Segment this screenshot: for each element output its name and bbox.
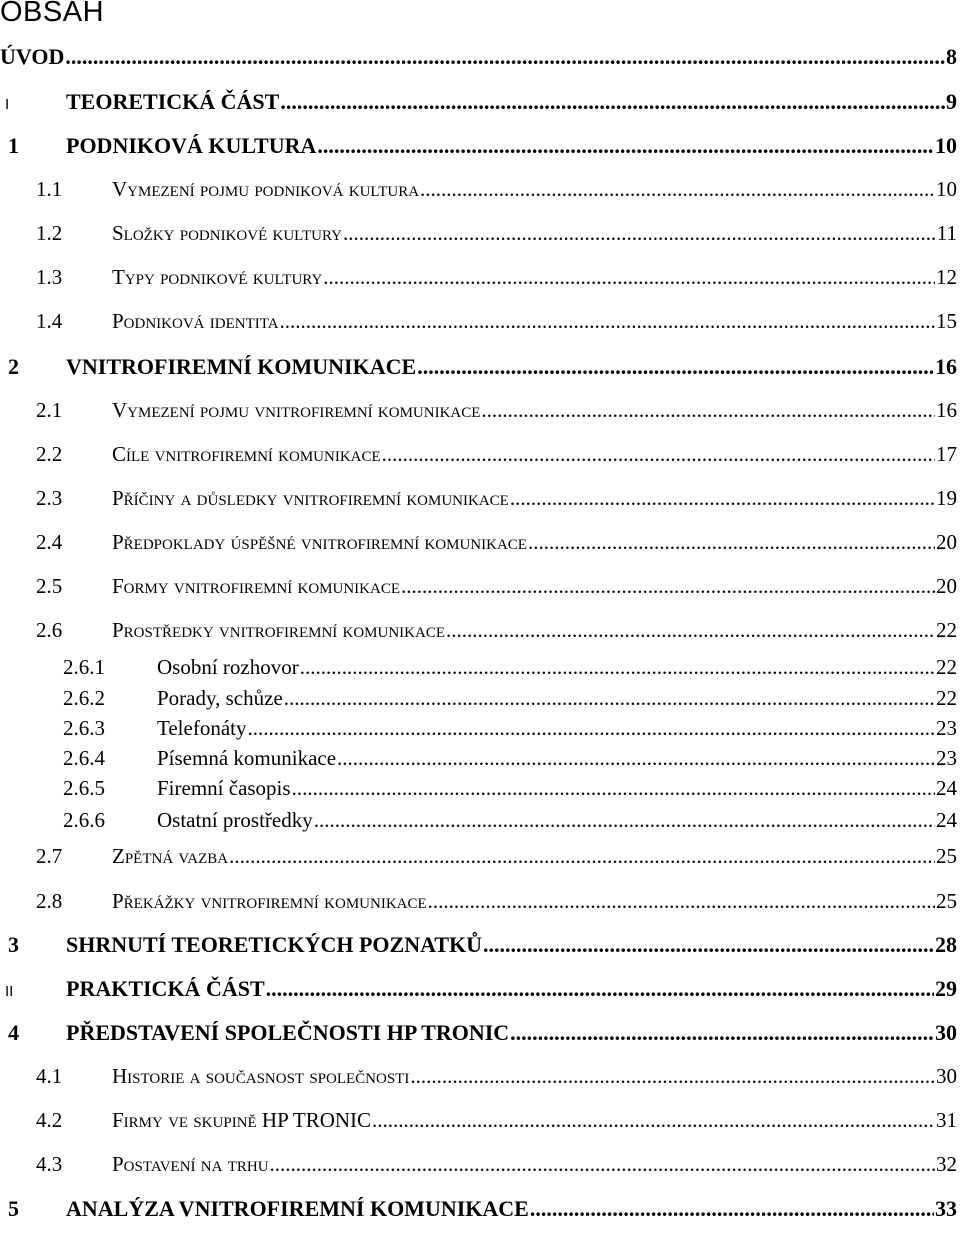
- toc-entry-number: 4: [8, 1020, 19, 1045]
- toc-entry-page: 28: [935, 932, 957, 957]
- toc-dot-leader: [401, 574, 935, 599]
- toc-entry-page: 25: [936, 844, 957, 868]
- toc-entry-number: 2.6.5: [63, 776, 105, 800]
- toc-entry-page: 10: [936, 177, 957, 201]
- toc-dot-leader: [266, 976, 934, 1002]
- toc-entry-page: 10: [935, 133, 957, 158]
- toc-entry-title: Vymezení pojmu podniková kultura: [112, 177, 420, 201]
- toc-entry-page: 30: [935, 1020, 957, 1045]
- toc-dot-leader: [314, 808, 935, 833]
- toc-entry[interactable]: [0, 1020, 957, 1050]
- toc-entry[interactable]: [0, 530, 957, 560]
- toc-dot-leader: [300, 655, 935, 680]
- toc-entry[interactable]: [0, 844, 957, 874]
- toc-entry-title: Osobní rozhovor: [157, 655, 299, 679]
- toc-entry-title: PRAKTICKÁ ČÁST: [66, 976, 265, 1001]
- toc-entry-title: Cíle vnitrofiremní komunikace: [112, 442, 381, 466]
- toc-entry-page: 22: [936, 618, 957, 642]
- toc-entry[interactable]: [0, 1152, 957, 1182]
- toc-entry-number: 1.1: [36, 177, 63, 201]
- toc-dot-leader: [410, 1064, 935, 1089]
- toc-entry-title: ANALÝZA VNITROFIREMNÍ KOMUNIKACE: [66, 1196, 529, 1221]
- toc-entry-title: Historie a současnost společnosti: [112, 1064, 410, 1088]
- toc-entry[interactable]: [0, 776, 957, 806]
- toc-entry-number: 1.4: [36, 309, 63, 333]
- toc-entry[interactable]: [0, 618, 957, 648]
- toc-entry-title: Překážky vnitrofiremní komunikace: [112, 889, 427, 913]
- toc-entry-title: Telefonáty: [157, 716, 247, 740]
- toc-dot-leader: [510, 486, 935, 511]
- toc-dot-leader: [446, 618, 935, 643]
- toc-entry[interactable]: [0, 89, 957, 119]
- toc-entry[interactable]: [0, 1196, 957, 1226]
- toc-entry-number: I: [5, 96, 10, 113]
- toc-entry-title: SHRNUTÍ TEORETICKÝCH POZNATKŮ: [66, 932, 483, 957]
- toc-entry-title: Firmy ve skupině HP TRONIC: [112, 1108, 372, 1132]
- toc-entry-page: 22: [936, 686, 957, 710]
- toc-entry[interactable]: [0, 716, 957, 746]
- toc-entry[interactable]: [0, 686, 957, 716]
- toc-entry-page: 12: [936, 265, 957, 289]
- toc-dot-leader: [420, 177, 935, 202]
- toc-dot-leader: [372, 1108, 935, 1133]
- toc-entry-page: 30: [936, 1064, 957, 1088]
- toc-entry-number: 2: [8, 354, 19, 379]
- toc-dot-leader: [248, 716, 936, 741]
- toc-entry-number: 2.4: [36, 530, 63, 554]
- toc-entry-page: 20: [936, 574, 957, 598]
- toc-entry[interactable]: [0, 442, 957, 472]
- toc-entry[interactable]: [0, 486, 957, 516]
- toc-entry-title: Formy vnitrofiremní komunikace: [112, 574, 401, 598]
- toc-dot-leader: [323, 265, 935, 290]
- toc-entry-title: Typy podnikové kultury: [112, 265, 323, 289]
- toc-entry-number: 2.3: [36, 486, 63, 510]
- toc-entry-title: VNITROFIREMNÍ KOMUNIKACE: [66, 354, 417, 379]
- toc-entry-title: Prostředky vnitrofiremní komunikace: [112, 618, 446, 642]
- toc-heading: OBSAH: [0, 0, 105, 28]
- toc-dot-leader: [317, 133, 934, 159]
- toc-entry-title: Složky podnikové kultury: [112, 221, 342, 245]
- toc-dot-leader: [270, 1152, 935, 1177]
- toc-entry-page: 19: [936, 486, 957, 510]
- toc-entry-number: 2.5: [36, 574, 63, 598]
- toc-entry-number: 2.7: [36, 844, 63, 868]
- toc-entry-number: 2.6.3: [63, 716, 105, 740]
- toc-dot-leader: [428, 889, 935, 914]
- toc-dot-leader: [528, 530, 935, 555]
- toc-entry-page: 24: [936, 776, 957, 800]
- toc-dot-leader: [229, 844, 935, 869]
- toc-entry-title: Postavení na trhu: [112, 1152, 269, 1176]
- toc-dot-leader: [292, 776, 935, 801]
- toc-entry-title: PŘEDSTAVENÍ SPOLEČNOSTI HP TRONIC: [66, 1020, 510, 1045]
- toc-entry-page: 23: [936, 716, 957, 740]
- toc-entry[interactable]: [0, 932, 957, 962]
- toc-entry-title: Vymezení pojmu vnitrofiremní komunikace: [112, 398, 481, 422]
- toc-entry-title: Podniková identita: [112, 309, 279, 333]
- toc-dot-leader: [510, 1020, 934, 1046]
- toc-dot-leader: [280, 309, 935, 334]
- toc-entry[interactable]: [0, 221, 957, 251]
- toc-entry-number: 1: [8, 133, 19, 158]
- toc-entry-page: 32: [936, 1152, 957, 1176]
- toc-entry-number: 5: [8, 1196, 19, 1221]
- toc-entry-page: 24: [936, 808, 957, 832]
- toc-entry-title: Předpoklady úspěšné vnitrofiremní komunikace: [112, 530, 527, 554]
- toc-entry[interactable]: [0, 976, 957, 1006]
- toc-entry-page: 8: [946, 44, 957, 69]
- toc-entry[interactable]: [0, 265, 957, 295]
- toc-entry-title: TEORETICKÁ ČÁST: [66, 89, 280, 114]
- toc-entry[interactable]: [0, 1064, 957, 1094]
- toc-entry[interactable]: [0, 655, 957, 685]
- toc-entry-number: 4.2: [36, 1108, 63, 1132]
- toc-dot-leader: [284, 686, 935, 711]
- toc-entry-number: 4.1: [36, 1064, 63, 1088]
- toc-entry-page: 31: [936, 1108, 957, 1132]
- toc-entry-page: 22: [936, 655, 957, 679]
- toc-entry-page: 20: [936, 530, 957, 554]
- toc-entry-number: 2.6: [36, 618, 63, 642]
- toc-entry-number: 2.6.6: [63, 808, 105, 832]
- toc-entry-page: 23: [936, 746, 957, 770]
- toc-entry-number: II: [5, 983, 14, 1000]
- toc-entry-number: 4.3: [36, 1152, 63, 1176]
- toc-entry[interactable]: [0, 808, 957, 838]
- toc-entry[interactable]: [0, 177, 957, 207]
- toc-entry-number: 2.8: [36, 889, 63, 913]
- toc-entry[interactable]: [0, 44, 957, 74]
- toc-entry-page: 17: [936, 442, 957, 466]
- toc-entry-number: 2.1: [36, 398, 63, 422]
- toc-dot-leader: [337, 746, 935, 771]
- toc-entry-title: Porady, schůze: [157, 686, 283, 710]
- toc-entry-number: 2.6.2: [63, 686, 105, 710]
- toc-entry[interactable]: [0, 889, 957, 919]
- toc-entry-page: 25: [936, 889, 957, 913]
- toc-entry-title: Písemná komunikace: [157, 746, 337, 770]
- toc-entry-number: 1.3: [36, 265, 63, 289]
- toc-entry-title: Ostatní prostředky: [157, 808, 313, 832]
- toc-entry-page: 15: [936, 309, 957, 333]
- toc-dot-leader: [481, 398, 935, 423]
- toc-entry[interactable]: [0, 574, 957, 604]
- toc-entry-page: 33: [935, 1196, 957, 1221]
- toc-entry-page: 16: [935, 354, 957, 379]
- toc-entry-number: 2.2: [36, 442, 63, 466]
- toc-dot-leader: [65, 44, 945, 70]
- toc-dot-leader: [530, 1196, 934, 1222]
- toc-entry-title: Příčiny a důsledky vnitrofiremní komunikace: [112, 486, 509, 510]
- toc-dot-leader: [280, 89, 945, 115]
- toc-entry-number: 2.6.1: [63, 655, 105, 679]
- toc-entry-page: 16: [936, 398, 957, 422]
- toc-entry-title: Firemní časopis: [157, 776, 291, 800]
- toc-entry[interactable]: [0, 354, 957, 384]
- toc-entry[interactable]: [0, 309, 957, 339]
- toc-entry[interactable]: [0, 133, 957, 163]
- toc-entry[interactable]: [0, 746, 957, 776]
- toc-entry-title: PODNIKOVÁ KULTURA: [66, 133, 317, 158]
- toc-dot-leader: [343, 221, 936, 246]
- toc-dot-leader: [417, 354, 934, 380]
- toc-entry-number: 1.2: [36, 221, 63, 245]
- toc-dot-leader: [382, 442, 935, 467]
- toc-entry-page: 9: [946, 89, 957, 114]
- toc-dot-leader: [483, 932, 934, 958]
- toc-entry[interactable]: [0, 1108, 957, 1138]
- toc-entry-title: Zpětná vazba: [112, 844, 229, 868]
- toc-entry-number: 2.6.4: [63, 746, 105, 770]
- toc-entry-page: 11: [936, 221, 957, 245]
- toc-entry-number: 3: [8, 932, 19, 957]
- toc-entry-page: 29: [935, 976, 957, 1001]
- toc-entry-title: ÚVOD: [0, 44, 65, 69]
- toc-entry[interactable]: [0, 398, 957, 428]
